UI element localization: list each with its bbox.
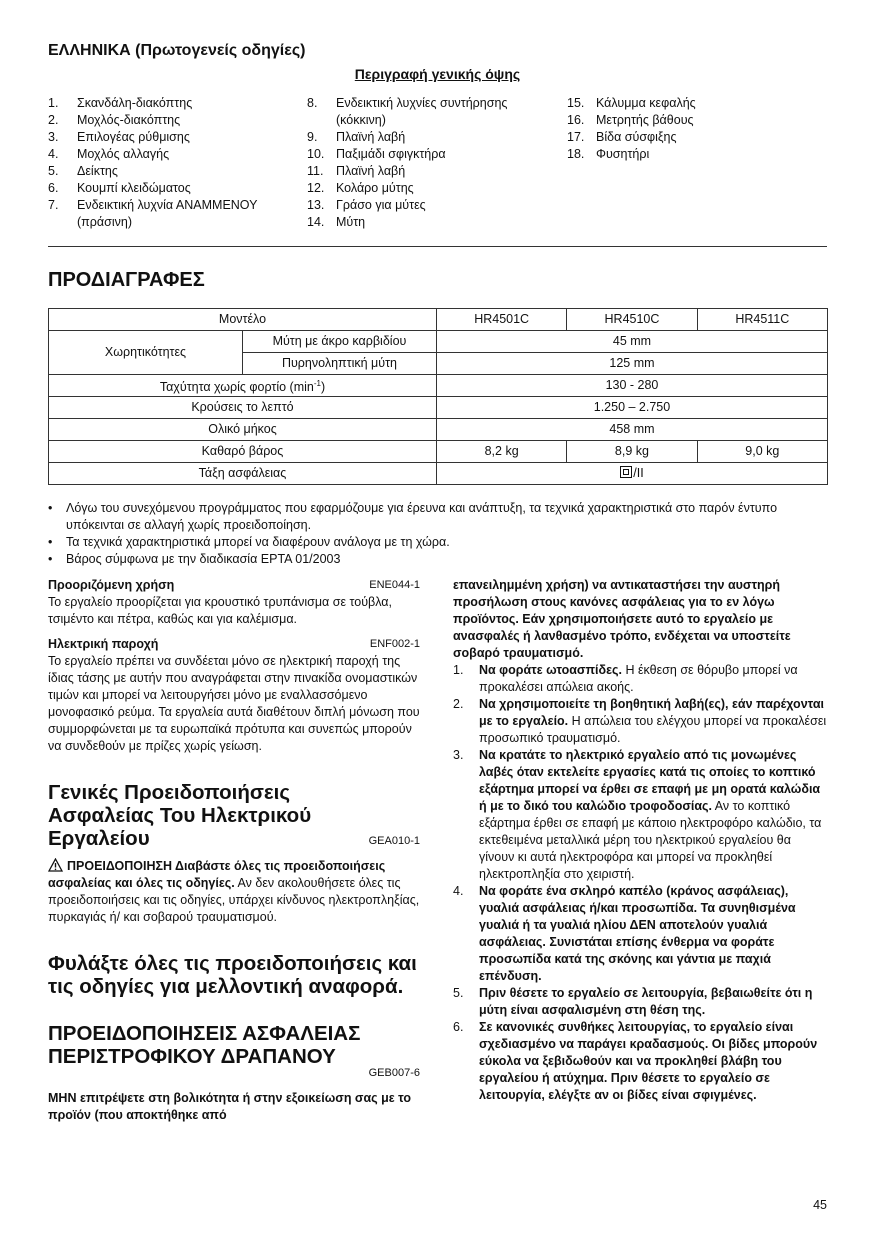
table-row: [49, 309, 828, 331]
parts-list-col3: [567, 95, 817, 163]
weight-label: Καθαρό βάρος: [49, 441, 437, 463]
list-item: 3. Να κρατάτε το ηλεκτρικό εργαλείο από τις μονωμένες λαβές όταν εκτελείτε εργασίες κατά τις οποίες το κοπτικό εξάρτημα μπορεί να έρθει σε επαφή με μη ορατά καλώδια ή με το δικό του καλώδιο τροφοδοσίας. Αν το κοπτικό εξάρτημα έρθει σε επαφή με κάποιο ηλεκτροφόρο καλώδιο, τα εκτεθειμένα μεταλλικά μέρη του ηλεκτρικού εργαλείου θα γίνουν κι αυτά ηλεκτροφόρα και μπορεί να προκληθεί ηλεκτροπληξία στο χειριστή.: [453, 748, 822, 881]
section-divider: [48, 246, 827, 247]
carbide-label: Μύτη με άκρο καρβιδίου: [242, 331, 436, 353]
left-column: [48, 577, 420, 1124]
length-label: Ολικό μήκος: [49, 419, 437, 441]
part-item: 11. Πλαϊνή λαβή: [307, 164, 406, 178]
noload-label: Ταχύτητα χωρίς φορτίο $(\min^{-1})$: [49, 375, 437, 397]
safety-label: Τάξη ασφάλειας: [49, 463, 437, 485]
carbide-value: 45 mm: [436, 331, 827, 353]
spec-notes: [48, 500, 828, 568]
list-item: • Λόγω του συνεχόμενου προγράμματος που εφαρμόζουμε για έρευνα και ανάπτυξη, τα τεχνικά χαρακτηριστικά στο παρόν έντυπο υπόκεινται σε αλλαγή χωρίς προειδοποίηση.: [48, 501, 778, 532]
blows-value: 1.250 – 2.750: [436, 397, 827, 419]
safety-rules-list: [453, 662, 827, 1104]
part-item: 14. Μύτη: [307, 215, 366, 229]
overview-title: Περιγραφή γενικής όψης: [354, 66, 521, 82]
list-item: • Βάρος σύμφωνα με την διαδικασία EPTA 01/2003: [48, 552, 341, 566]
list-item: 1. Να φοράτε ωτοασπίδες. Η έκθεση σε θόρυβο μπορεί να προκαλέσει απώλεια ακοής.: [453, 663, 798, 694]
part-item: 16. Μετρητής βάθους: [567, 113, 694, 127]
part-item: 10. Παξιμάδι σφιγκτήρα: [307, 147, 446, 161]
part-item: 9. Πλαϊνή λαβή: [307, 130, 406, 144]
specs-title: ΠΡΟΔΙΑΓΡΑΦΕΣ: [48, 269, 205, 291]
weight-cell: 9,0 kg: [697, 441, 827, 463]
part-item: 7. Ενδεικτική λυχνία ΑΝΑΜΜΕΝΟΥ (πράσινη): [48, 198, 258, 229]
part-item: 3. Επιλογέας ρύθμισης: [48, 130, 190, 144]
general-warnings-heading: Γενικές Προειδοποιήσεις Ασφαλείας Του Ηλεκτρικού Εργαλείου GEA010-1: [48, 781, 420, 850]
model-cell: HR4510C: [567, 309, 697, 331]
part-item: 5. Δείκτης: [48, 164, 118, 178]
warning-icon: [48, 858, 63, 872]
save-instructions-heading: Φυλάξτε όλες τις προειδοποιήσεις και τις οδηγίες για μελλοντική αναφορά.: [48, 952, 417, 998]
specs-table: [48, 308, 828, 485]
part-item: 13. Γράσο για μύτες: [307, 198, 426, 212]
list-item: 6. Σε κανονικές συνθήκες λειτουργίας, το εργαλείο είναι σχεδιασμένο να παράγει κραδασμούς. Οι βίδες μπορούν εύκολα να ξεβιδωθούν και να προκληθεί βλάβη του εργαλείου ή ατύχημα. Πριν θέσετε το εργαλείο σε λειτουργία, ελέγξτε αν οι βίδες είναι σφιγμένες.: [453, 1020, 818, 1102]
power-supply-heading: Ηλεκτρική παροχή ENF002-1: [48, 637, 420, 651]
part-item: 18. Φυσητήρι: [567, 147, 650, 161]
parts-list-col2: [307, 95, 552, 231]
intended-use-text: Το εργαλείο προορίζεται για κρουστικό τρυπάνισμα σε τούβλα, τσιμέντο και πέτρα, καθώς και για καλέμισμα.: [48, 595, 393, 626]
weight-cell: 8,2 kg: [436, 441, 566, 463]
part-item: 8. Ενδεικτική λυχνίες συντήρησης (κόκκινη): [307, 96, 508, 127]
parts-list-col1: [48, 95, 293, 231]
table-row: [49, 419, 828, 441]
core-value: 125 mm: [436, 353, 827, 375]
power-supply-text: Το εργαλείο πρέπει να συνδέεται μόνο σε ηλεκτρική παροχή της ίδιας τάσης με αυτήν που αναγράφεται στην πινακίδα ονομαστικών τιμών και μπορεί να λειτουργήσει μόνο με εναλλασσόμενο μονοφασικό ρεύμα. Τα εργαλεία αυτά διαθέτουν διπλή μόνωση που συμμορφώνεται με τα ευρωπαϊκά πρότυπα και συνεπώς μπορούν να συνδεθούν με πρίζες χωρίς γείωση.: [48, 654, 420, 753]
part-item: 1. Σκανδάλη-διακόπτης: [48, 96, 193, 110]
table-row: [49, 331, 828, 353]
core-label: Πυρηνοληπτική μύτη: [242, 353, 436, 375]
weight-cell: 8,9 kg: [567, 441, 697, 463]
rotary-intro-continued: επανειλημμένη χρήση) να αντικαταστήσει την αυστηρή προσήλωση στους κανόνες ασφάλειας για το εν λόγω προϊόντος. Εάν χρησιμοποιήσετε αυτό το εργαλείο με ανασφαλές ή λανθασμένο τρόπο, ενδέχεται να υποστείτε σοβαρό τραυματισμό.: [453, 578, 791, 660]
table-row: [49, 375, 828, 397]
length-value: 458 mm: [436, 419, 827, 441]
model-cell: HR4501C: [436, 309, 566, 331]
noload-value: 130 - 280: [436, 375, 827, 397]
bullet-icon: •: [48, 535, 53, 549]
table-row: [49, 397, 828, 419]
page-number: 45: [813, 1198, 827, 1212]
intended-use-heading: Προοριζόμενη χρήση ENE044-1: [48, 578, 420, 592]
part-item: 2. Μοχλός-διακόπτης: [48, 113, 181, 127]
list-item: 5. Πριν θέσετε το εργαλείο σε λειτουργία, βεβαιωθείτε ότι η μύτη είναι ασφαλισμένη στη θέση της.: [453, 986, 813, 1017]
rotary-safety-heading: ΠΡΟΕΙΔΟΠΟΙΗΣΕΙΣ ΑΣΦΑΛΕΙΑΣ ΠΕΡΙΣΤΡΟΦΙΚΟΥ ΔΡΑΠΑΝΟΥ GEB007-6: [48, 1022, 420, 1079]
model-cell: HR4511C: [697, 309, 827, 331]
part-item: 15. Κάλυμμα κεφαλής: [567, 96, 696, 110]
rotary-intro-text: ΜΗΝ επιτρέψετε στη βολικότητα ή στην εξοικείωση σας με το προϊόν (που αποκτήθηκε από: [48, 1091, 412, 1122]
general-warning-text: ΠΡΟΕΙΔΟΠΟΙΗΣΗ Διαβάστε όλες τις προειδοποιήσεις ασφαλείας και όλες τις οδηγίες. Αν δεν ακολουθήσετε όλες τις προειδοποιήσεις και τις οδηγίες, υπάρχει κίνδυνος ηλεκτροπληξίας, πυρκαγιάς ή/ και σοβαρού τραυματισμού.: [48, 859, 420, 924]
table-row: [49, 463, 828, 485]
bullet-icon: •: [48, 552, 53, 566]
blows-label: Κρούσεις το λεπτό: [49, 397, 437, 419]
list-item: 2. Να χρησιμοποιείτε τη βοηθητική λαβή(ες), εάν παρέχονται με το εργαλείο. Η απώλεια του ελέγχου μπορεί να προκαλέσει προσωπικό τραυματισμό.: [453, 697, 827, 745]
double-insulation-icon: [620, 466, 632, 478]
part-item: 4. Μοχλός αλλαγής: [48, 147, 170, 161]
right-column: [453, 577, 827, 1104]
language-title: ΕΛΛΗΝΙΚΑ (Πρωτογενείς οδηγίες): [48, 42, 306, 59]
capacities-label: Χωρητικότητες: [49, 331, 243, 375]
bullet-icon: •: [48, 501, 53, 515]
model-label: Μοντέλο: [49, 309, 437, 331]
part-item: 6. Κουμπί κλειδώματος: [48, 181, 191, 195]
safety-value: /II: [436, 463, 827, 485]
part-item: 17. Βίδα σύσφιξης: [567, 130, 677, 144]
part-item: 12. Κολάρο μύτης: [307, 181, 414, 195]
list-item: • Τα τεχνικά χαρακτηριστικά μπορεί να διαφέρουν ανάλογα με τη χώρα.: [48, 535, 450, 549]
table-row: [49, 441, 828, 463]
list-item: 4. Να φοράτε ένα σκληρό καπέλο (κράνος ασφάλειας), γυαλιά ασφάλειας ή/και προσωπίδα. Τα συνηθισμένα γυαλιά ή τα γυαλιά ηλίου ΔΕΝ αποτελούν γυαλιά ασφάλειας. Συνιστάται επίσης ένθερμα να φοράτε προσωπίδα κατά της σκόνης και γάντια με παχιά επένδυση.: [453, 884, 796, 983]
